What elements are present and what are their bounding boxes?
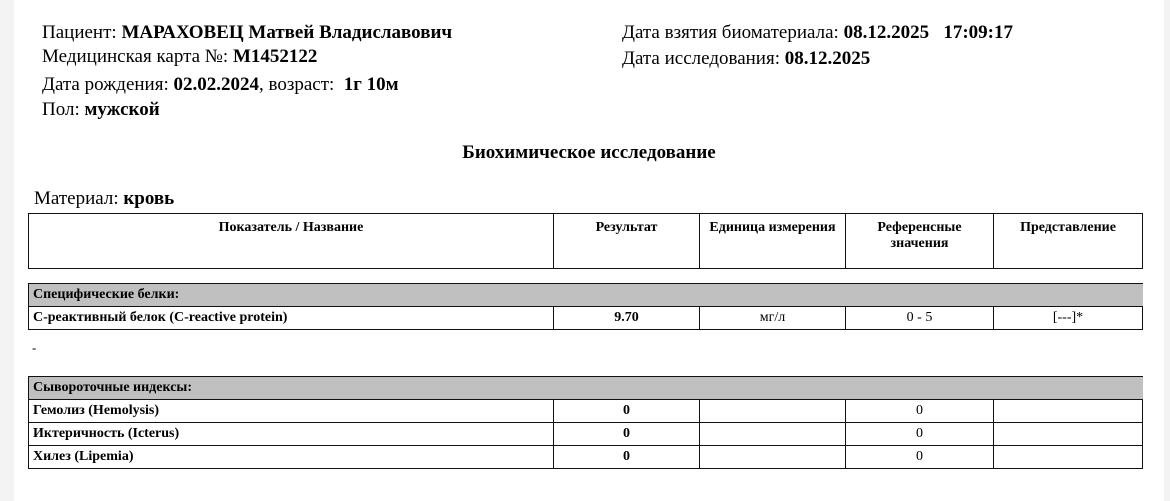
dob-label: Дата рождения: [42,74,169,95]
table-row [29,423,1143,446]
group-table [28,283,1143,330]
card-line [42,46,317,68]
col-unit: Единица измерения [700,214,846,269]
col-name: Показатель / Название [29,214,554,269]
table-row [29,446,1143,469]
age: 1г 10м [343,74,399,95]
patient-line [42,22,452,44]
sampling-time: 17:09:17 [943,22,1013,43]
group-header: Сывороточные индексы: [29,377,1143,400]
report-title: Биохимическое исследование [462,142,716,163]
row-unit [700,400,846,423]
sampling-line [622,22,1013,44]
group-header: Специфические белки: [29,284,1143,307]
patient-name: МАРАХОВЕЦ Матвей Владиславович [121,22,453,43]
sex-line [42,99,160,121]
sex-label: Пол: [42,99,80,120]
patient-label: Пациент: [42,22,117,43]
sex: мужской [84,99,160,120]
age-label: , возраст: [258,74,335,95]
card-number: M1452122 [232,46,318,67]
row-ref: 0 [846,400,994,423]
row-result: 0 [554,446,700,469]
sampling-label: Дата взятия биоматериала: [622,22,839,43]
table-header [28,213,1143,269]
row-repr [994,423,1143,446]
row-result: 0 [554,423,700,446]
group-table [28,376,1143,469]
study-line [622,48,870,70]
study-label: Дата исследования: [622,48,780,69]
col-ref: Референсные значения [846,214,994,269]
row-ref: 0 [846,446,994,469]
row-repr [994,446,1143,469]
row-repr: [---]* [994,307,1143,330]
row-ref: 0 - 5 [846,307,994,330]
separator: - [32,340,37,355]
sampling-date: 08.12.2025 [843,22,930,43]
row-unit [700,423,846,446]
table-row [29,400,1143,423]
row-unit: мг/л [700,307,846,330]
row-unit [700,446,846,469]
col-result: Результат [554,214,700,269]
row-name: Гемолиз (Hemolysis) [29,400,554,423]
row-ref: 0 [846,423,994,446]
row-result: 9.70 [554,307,700,330]
row-result: 0 [554,400,700,423]
study-date: 08.12.2025 [784,48,871,69]
material-value: кровь [123,188,175,209]
card-label: Медицинская карта №: [42,46,229,67]
dob: 02.02.2024 [173,74,259,95]
row-repr [994,400,1143,423]
material-line [34,188,174,210]
row-name: Иктеричность (Icterus) [29,423,554,446]
row-name: С-реактивный белок (C-reactive protein) [29,307,554,330]
dob-line [42,74,399,96]
col-repr: Представление [994,214,1143,269]
material-label: Материал: [34,188,119,209]
row-name: Хилез (Lipemia) [29,446,554,469]
table-row [29,307,1143,330]
report-page [14,0,1164,501]
